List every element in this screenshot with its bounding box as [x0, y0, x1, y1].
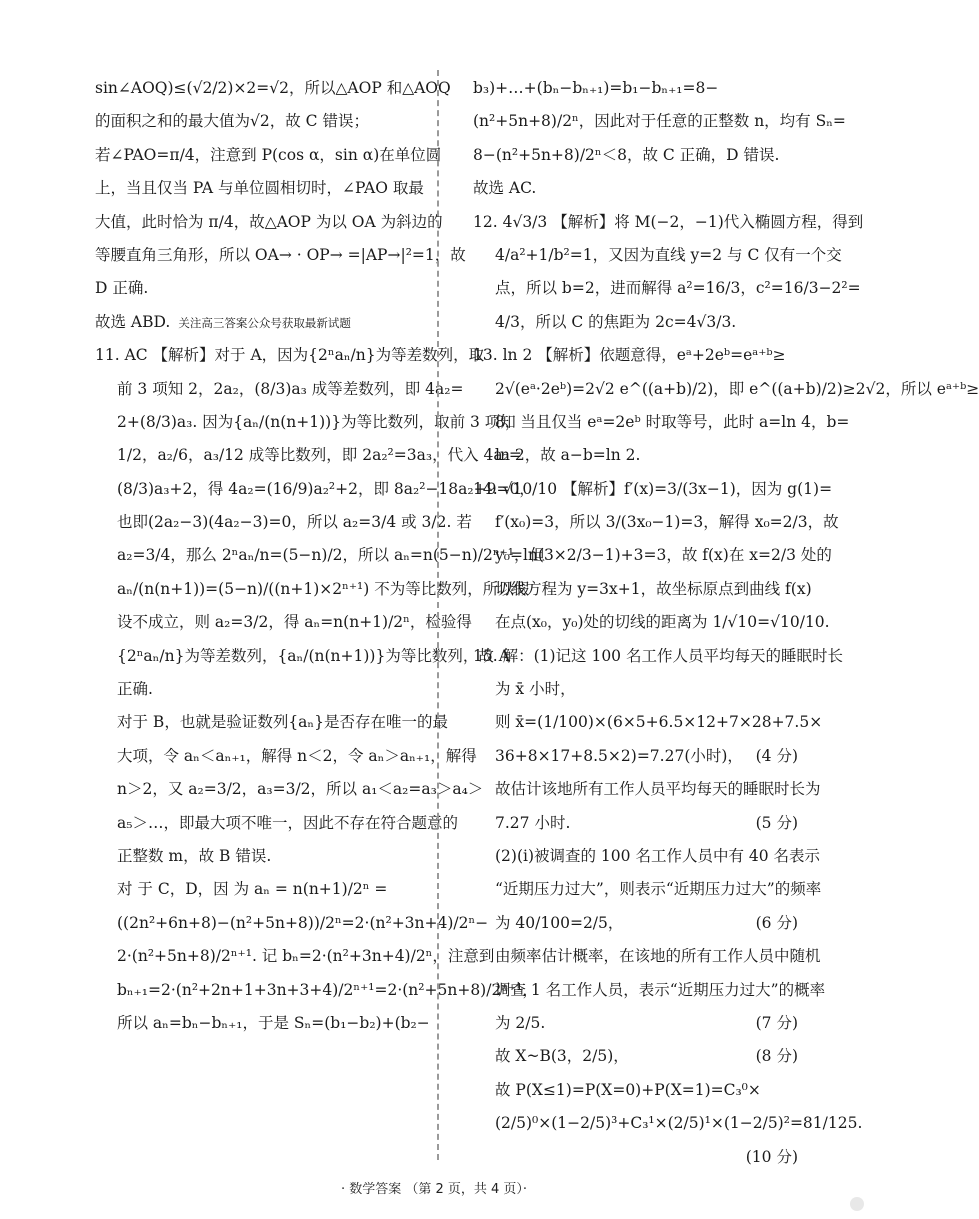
- line-text: 切线方程为 y=3x+1，故坐标原点到曲线 f(x): [495, 579, 812, 598]
- left-line: [95, 306, 421, 339]
- score-mark: (8 分): [755, 1047, 798, 1066]
- left-line: [95, 206, 443, 239]
- right-line: [473, 406, 850, 439]
- line-text: 7.27 小时.: [495, 813, 571, 832]
- left-line: [95, 473, 535, 506]
- line-text: aₙ/(n(n+1))=(5−n)/((n+1)×2ⁿ⁺¹) 不为等比数列，所以假: [117, 579, 530, 598]
- left-line: [95, 139, 442, 172]
- promo-note: 关注高三答案公众号获取最新试题: [178, 315, 351, 330]
- line-text: ((2n²+6n+8)−(n²+5n+8))/2ⁿ=2·(n²+3n+4)/2ⁿ−: [117, 913, 489, 932]
- left-line: [95, 439, 522, 472]
- left-line: [95, 974, 538, 1007]
- line-text: 4/a²+1/b²=1，又因为直线 y=2 与 C 仅有一个交: [495, 245, 842, 264]
- right-line: [473, 172, 798, 205]
- right-line: [473, 306, 798, 339]
- line-text: f′(x₀)=3，所以 3/(3x₀−1)=3，解得 x₀=2/3，故: [495, 513, 839, 532]
- line-text: 故选 ABD.: [95, 312, 171, 331]
- line-text: 8−(n²+5n+8)/2ⁿ＜8，故 C 正确，D 错误.: [473, 145, 780, 164]
- line-text: 所以 aₙ=bₙ−bₙ₊₁，于是 Sₙ=(b₁−b₂)+(b₂−: [117, 1013, 430, 1032]
- line-text: 4/3，所以 C 的焦距为 2c=4√3/3.: [495, 312, 737, 331]
- line-text: 在点(x₀，y₀)处的切线的距离为 1/√10=√10/10.: [495, 613, 830, 632]
- line-text: (8/3)a₃+2，得 4a₂=(16/9)a₂²+2，即 8a₂²−18a₂+9=0，: [117, 479, 535, 498]
- left-line: [95, 907, 489, 940]
- left-line: [95, 873, 421, 906]
- line-text: 为 2/5.: [495, 1013, 546, 1032]
- line-text: 故估计该地所有工作人员平均每天的睡眠时长为: [495, 780, 821, 799]
- right-line: [473, 1141, 798, 1174]
- line-text: a₂=3/4，那么 2ⁿaₙ/n=(5−n)/2，所以 aₙ=n(5−n)/2ⁿ⁺¹，但: [117, 546, 545, 565]
- left-line: [95, 272, 421, 305]
- right-line: [473, 706, 823, 739]
- left-line: [95, 406, 516, 439]
- line-text: 1/2，a₂/6，a₃/12 成等比数列，即 2a₂²=3a₃，代入 4a₂=: [117, 446, 522, 465]
- left-line: [95, 606, 472, 639]
- right-line: [473, 740, 798, 773]
- left-line: [95, 940, 495, 973]
- line-text: 8，当且仅当 eᵃ=2eᵇ 时取等号，此时 a=ln 4，b=: [495, 412, 850, 431]
- line-text: sin∠AOQ)≤(√2/2)×2=√2，所以△AOP 和△AOQ: [95, 79, 451, 97]
- right-line: [473, 1040, 798, 1073]
- left-line: [95, 640, 510, 673]
- line-text: b₃)+…+(bₙ−bₙ₊₁)=b₁−bₙ₊₁=8−: [473, 79, 719, 97]
- line-text: 对于 B，也就是验证数列{aₙ}是否存在唯一的最: [117, 713, 448, 732]
- right-line: [473, 573, 812, 606]
- line-text: 为 40/100=2/5，: [495, 913, 624, 932]
- left-line: [95, 339, 485, 372]
- column-divider: [437, 70, 439, 1160]
- score-mark: (7 分): [755, 1013, 798, 1032]
- left-line: [95, 807, 458, 840]
- right-line: [473, 506, 839, 539]
- line-text: 为 x̄ 小时，: [495, 680, 576, 699]
- line-text: 由频率估计概率，在该地的所有工作人员中随机: [495, 947, 821, 966]
- line-text: 的面积之和的最大值为√2，故 C 错误；: [95, 112, 369, 131]
- left-line: [95, 373, 464, 406]
- line-text: 则 x̄=(1/100)×(6×5+6.5×12+7×28+7.5×: [495, 713, 823, 732]
- line-text: 15. 解：(1)记这 100 名工作人员平均每天的睡眠时长: [473, 646, 843, 665]
- line-text: ln 2，故 a−b=ln 2.: [495, 446, 641, 465]
- left-line: [95, 105, 421, 138]
- right-line: [473, 807, 798, 840]
- right-line: [473, 974, 826, 1007]
- line-text: 正整数 m，故 B 错误.: [117, 846, 272, 865]
- left-line: [95, 740, 477, 773]
- right-line: [473, 1107, 863, 1140]
- right-line: [473, 272, 861, 305]
- right-line: [473, 72, 798, 105]
- line-text: bₙ₊₁=2·(n²+2n+1+3n+3+4)/2ⁿ⁺¹=2·(n²+5n+8)/2ⁿ⁺¹，: [117, 980, 538, 999]
- line-text: 正确.: [117, 680, 153, 699]
- right-line: [473, 907, 798, 940]
- line-text: 若∠PAO=π/4，注意到 P(cos α，sin α)在单位圆: [95, 145, 442, 164]
- line-text: 11. AC 【解析】对于 A，因为{2ⁿaₙ/n}为等差数列，取: [95, 346, 485, 365]
- line-text: a₅＞…，即最大项不唯一，因此不存在符合题意的: [117, 813, 458, 832]
- right-line: [473, 239, 842, 272]
- left-line: [95, 539, 545, 572]
- left-line: [95, 506, 472, 539]
- left-line: [95, 72, 451, 105]
- right-line: [473, 439, 798, 472]
- line-text: 故选 AC.: [473, 179, 537, 198]
- corner-mark: [850, 1197, 864, 1211]
- line-text: 2√(eᵃ·2eᵇ)=2√2 e^((a+b)/2)，即 e^((a+b)/2)≥2√2，所以 eᵃ⁺ᵇ≥: [495, 379, 979, 398]
- right-line: [473, 840, 821, 873]
- line-text: 36+8×17+8.5×2)=7.27(小时)，: [495, 746, 743, 765]
- line-text: {2ⁿaₙ/n}为等差数列，{aₙ/(n(n+1))}为等比数列，故 A: [117, 646, 510, 665]
- line-text: y₀=ln(3×2/3−1)+3=3，故 f(x)在 x=2/3 处的: [495, 546, 832, 565]
- right-line: [473, 105, 846, 138]
- right-line: [473, 673, 798, 706]
- score-mark: (5 分): [755, 813, 798, 832]
- line-text: 设不成立，则 a₂=3/2，得 aₙ=n(n+1)/2ⁿ，检验得: [117, 613, 472, 632]
- line-text: 故 X~B(3，2/5)，: [495, 1047, 629, 1066]
- line-text: 调查 1 名工作人员，表示“近期压力过大”的概率: [495, 980, 826, 999]
- left-line: [95, 1007, 430, 1040]
- right-line: [473, 873, 822, 906]
- right-line: [473, 473, 833, 506]
- right-line: [473, 640, 843, 673]
- line-text: 对 于 C，D，因 为 aₙ = n(n+1)/2ⁿ =: [117, 880, 388, 899]
- line-text: 上，当且仅当 PA 与单位圆相切时，∠PAO 取最: [95, 179, 424, 198]
- left-line: [95, 172, 424, 205]
- right-line: [473, 1007, 798, 1040]
- line-text: 大项，令 aₙ＜aₙ₊₁，解得 n＜2，令 aₙ＞aₙ₊₁，解得: [117, 746, 477, 765]
- left-line: [95, 573, 530, 606]
- line-text: 12. 4√3/3 【解析】将 M(−2，−1)代入椭圆方程，得到: [473, 212, 864, 231]
- right-line: [473, 773, 821, 806]
- line-text: 14. √10/10 【解析】f′(x)=3/(3x−1)，因为 g(1)=: [473, 479, 833, 498]
- right-line: [473, 139, 798, 172]
- left-line: [95, 706, 448, 739]
- left-line: [95, 840, 421, 873]
- line-text: 等腰直角三角形，所以 OA→ · OP→ =|AP→|²=1，故: [95, 245, 466, 264]
- line-text: 点，所以 b=2，进而解得 a²=16/3，c²=16/3−2²=: [495, 279, 861, 298]
- line-text: “近期压力过大”，则表示“近期压力过大”的频率: [495, 880, 822, 899]
- line-text: (2)(ⅰ)被调查的 100 名工作人员中有 40 名表示: [495, 846, 821, 865]
- left-line: [95, 773, 484, 806]
- line-text: (2/5)⁰×(1−2/5)³+C₃¹×(2/5)¹×(1−2/5)²=81/125.: [495, 1114, 863, 1133]
- right-line: [473, 1074, 798, 1107]
- right-line: [473, 206, 864, 239]
- page-footer: · 数学答案 （第 2 页，共 4 页）·: [340, 1182, 528, 1197]
- line-text: 故 P(X≤1)=P(X=0)+P(X=1)=C₃⁰×: [495, 1080, 761, 1099]
- right-line: [473, 940, 821, 973]
- line-text: 也即(2a₂−3)(4a₂−3)=0，所以 a₂=3/4 或 3/2. 若: [117, 513, 472, 532]
- right-line: [473, 606, 830, 639]
- line-text: D 正确.: [95, 279, 149, 298]
- left-line: [95, 673, 421, 706]
- right-column: [473, 72, 979, 1174]
- score-mark: (4 分): [755, 746, 798, 765]
- line-text: 前 3 项知 2，2a₂，(8/3)a₃ 成等差数列，即 4a₂=: [117, 379, 464, 398]
- line-text: 2·(n²+5n+8)/2ⁿ⁺¹. 记 bₙ=2·(n²+3n+4)/2ⁿ，注意到: [117, 947, 495, 966]
- left-line: [95, 239, 466, 272]
- line-text: 13. ln 2 【解析】依题意得，eᵃ+2eᵇ=eᵃ⁺ᵇ≥: [473, 346, 786, 365]
- right-line: [473, 539, 832, 572]
- line-text: n＞2，又 a₂=3/2，a₃=3/2，所以 a₁＜a₂=a₃＞a₄＞: [117, 780, 484, 799]
- score-mark: (10 分): [745, 1147, 798, 1166]
- right-line: [473, 373, 979, 406]
- line-text: (n²+5n+8)/2ⁿ，因此对于任意的正整数 n，均有 Sₙ=: [473, 112, 846, 131]
- line-text: 大值，此时恰为 π/4，故△AOP 为以 OA 为斜边的: [95, 212, 443, 231]
- right-line: [473, 339, 798, 372]
- line-text: 2+(8/3)a₃. 因为{aₙ/(n(n+1))}为等比数列，取前 3 项知: [117, 412, 516, 431]
- score-mark: (6 分): [755, 913, 798, 932]
